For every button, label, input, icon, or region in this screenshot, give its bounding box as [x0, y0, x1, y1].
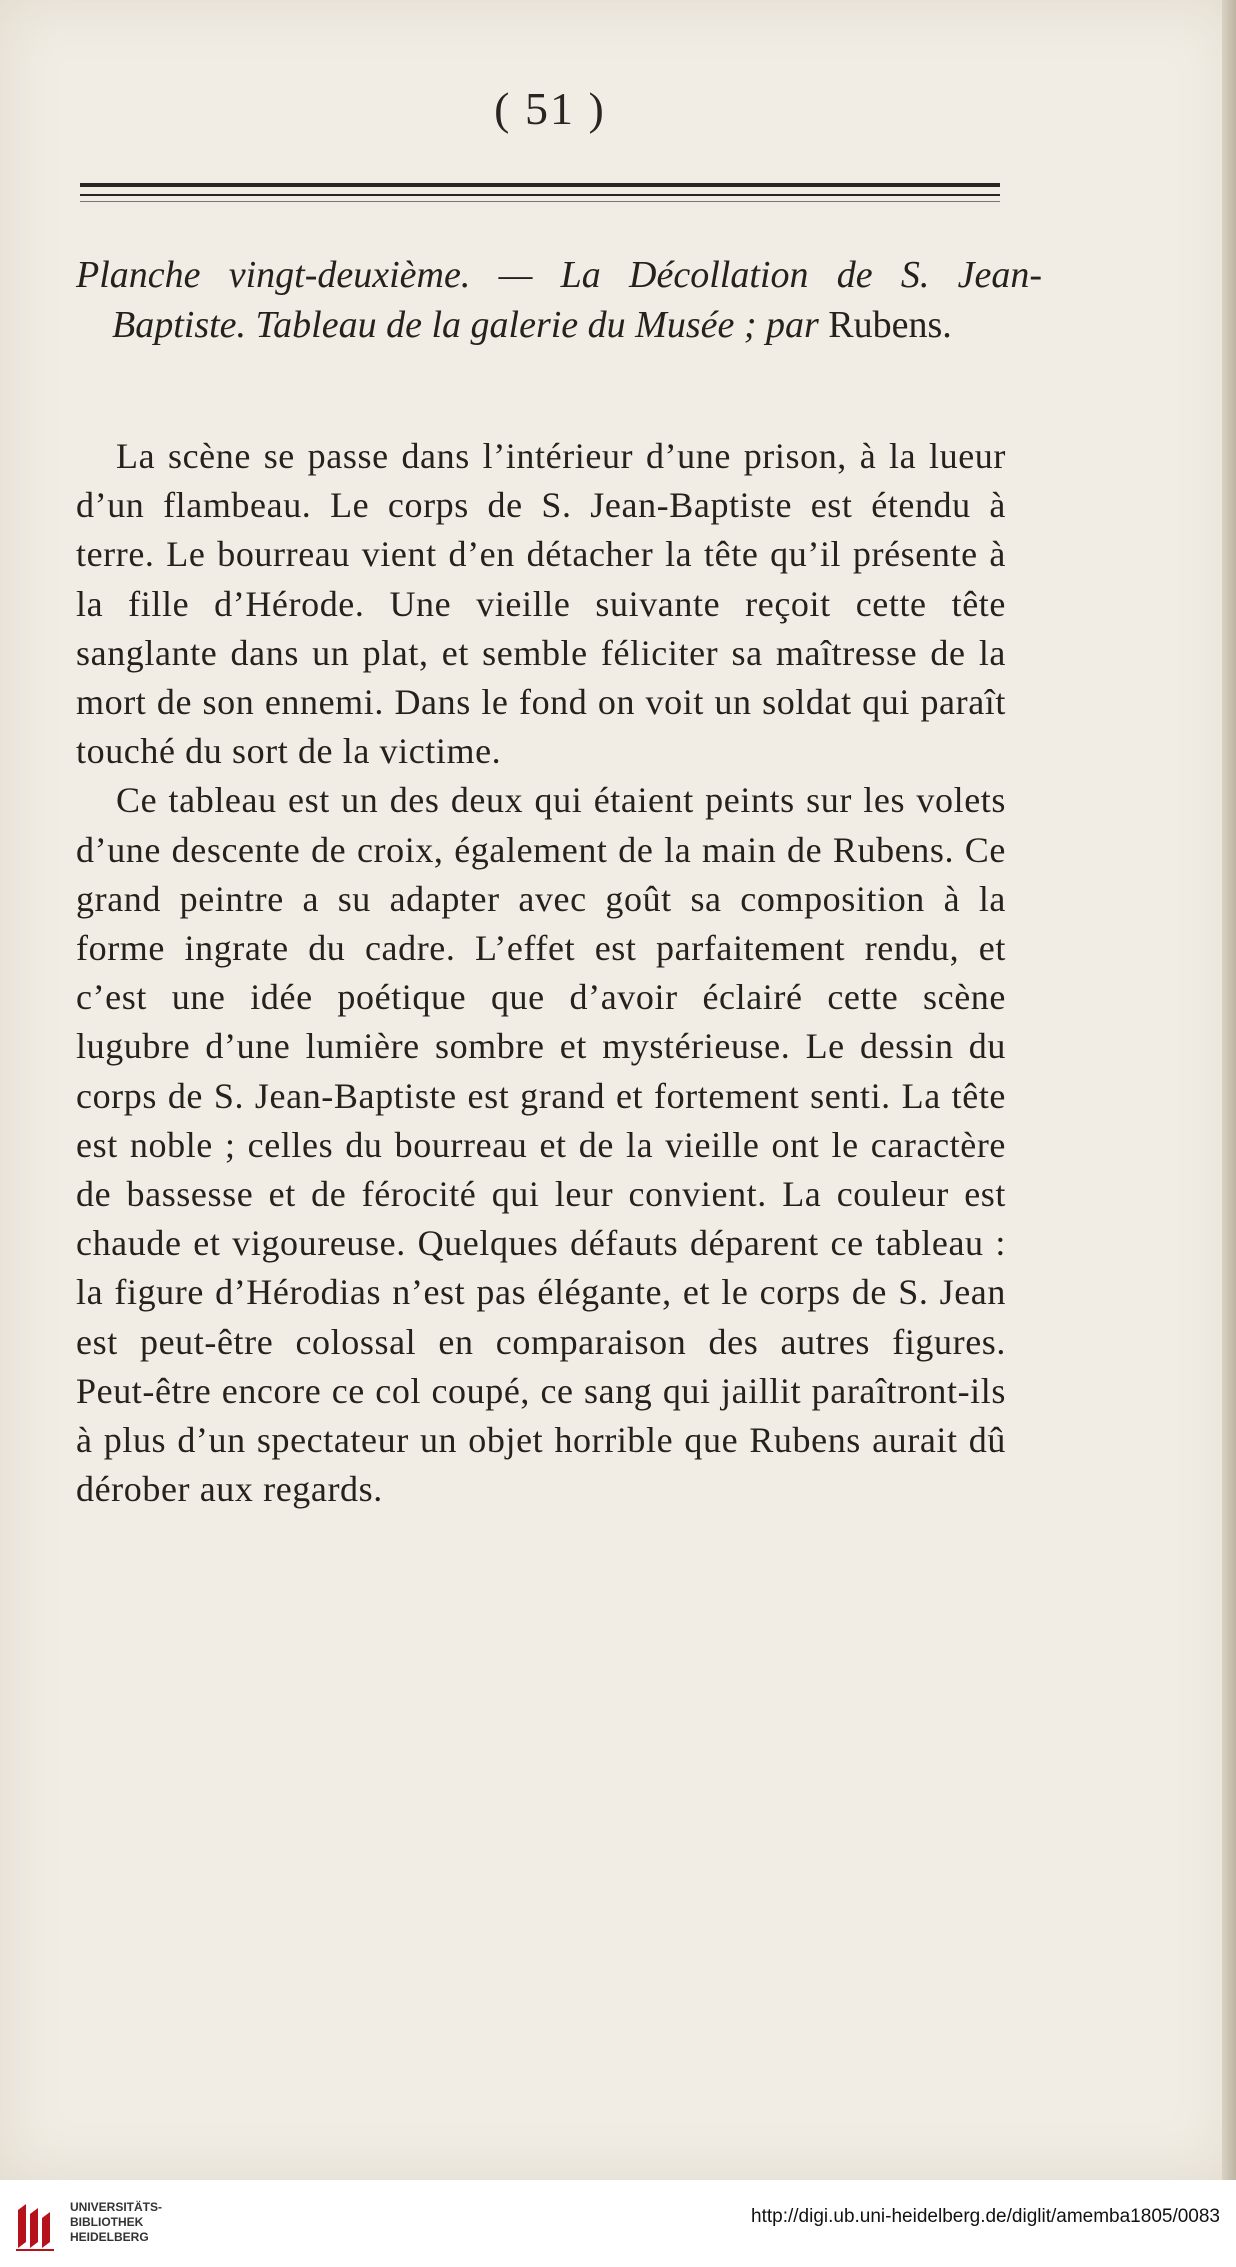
header-rule-hairline: [80, 201, 1000, 202]
institution-name: [70, 2200, 162, 2245]
institution-line-3: HEIDELBERG: [70, 2230, 149, 2244]
library-logo-icon: [14, 2200, 58, 2252]
caption-author: Rubens.: [828, 304, 952, 346]
body-text: [76, 432, 1006, 1514]
header-rule-thick: [80, 183, 1000, 187]
paragraph-2: Ce tableau est un des deux qui étaient peints sur les volets d’une descente de croix, également de la main de Rubens. Ce grand peintre a su adapter avec goût sa composition à la forme ingrate du cadre. L’effet est parfaitement rendu, et c’est une idée poétique que d’avoir éclairé cette scène lugubre d’une lumière sombre et mystérieuse. Le dessin du corps de S. Jean-Baptiste est grand et fortement senti. La tête est noble ; celles du bourreau et de la vieille ont le caractère de bassesse et de férocité qui leur convient. La couleur est chaude et vigoureuse. Quelques défauts déparent ce tableau : la figure d’Hérodias n’est pas élégante, et le corps de S. Jean est peut-être colossal en comparaison des autres figures. Peut-être encore ce col coupé, ce sang qui jaillit paraîtront-ils à plus d’un spectateur un objet horrible que Rubens aurait dû dérober aux regards.: [76, 780, 1006, 1510]
permalink-url[interactable]: http://digi.ub.uni-heidelberg.de/diglit/amemba1805/0083: [751, 2206, 1220, 2227]
plate-caption: [76, 250, 1042, 350]
institution-line-1: UNIVERSITÄTS-: [70, 2200, 163, 2214]
institution-line-2: BIBLIOTHEK: [70, 2215, 144, 2229]
caption-text: Planche vingt-deuxième. — La Décollation de S. Jean-Baptiste. Tableau de la galerie du Musée ; par: [76, 254, 1042, 346]
page-number: ( 51 ): [494, 83, 606, 134]
footer: [0, 2180, 1236, 2267]
paragraph-1: La scène se passe dans l’intérieur d’une prison, à la lueur d’un flambeau. Le corps de S. Jean-Baptiste est étendu à terre. Le bourreau vient d’en détacher la tête qu’il présente à la fille d’Hérode. Une vieille suivante reçoit cette tête sanglante dans un plat, et semble féliciter sa maîtresse de la mort de son ennemi. Dans le fond on voit un soldat qui paraît touché du sort de la victime.: [76, 436, 1006, 772]
page-edge: [1222, 0, 1236, 2180]
header-rule-thin: [80, 194, 1000, 196]
